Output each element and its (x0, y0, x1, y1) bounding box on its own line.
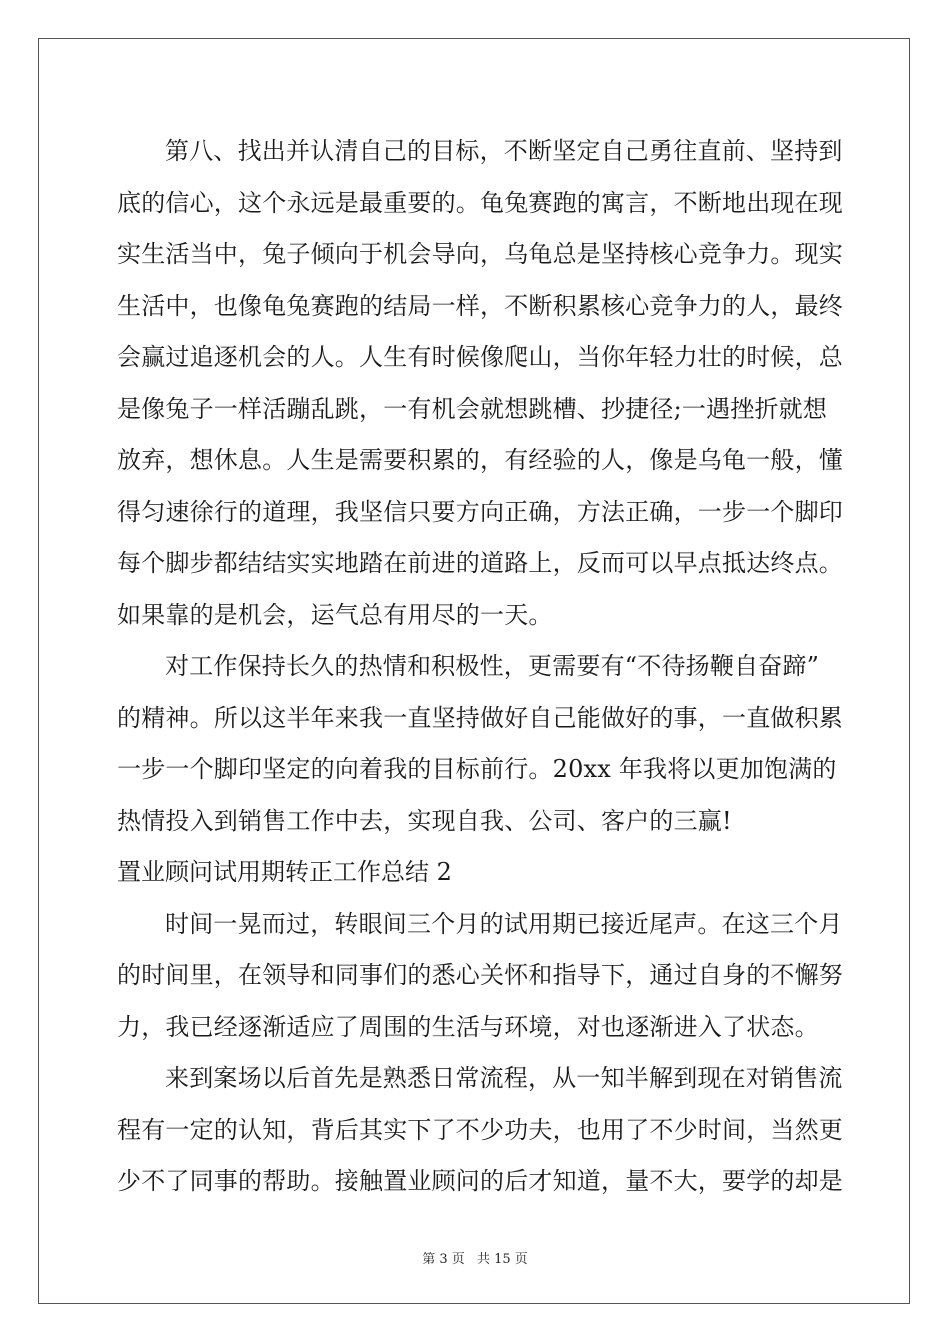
text-line: 第八、找出并认清自己的目标，不断坚定自己勇往直前、坚持到 (165, 137, 843, 165)
paragraph-1 (117, 126, 843, 641)
text-line: 每个脚步都结结实实地踏在前进的道路上，反而可以早点抵达终点。 (117, 549, 843, 577)
text-line: 是像兔子一样活蹦乱跳，一有机会就想跳槽、抄捷径;一遇挫折就想 (117, 394, 828, 423)
page-total: 共 15 页 (476, 1252, 528, 1267)
text-line: 对工作保持长久的热情和积极性，更需要有“不待扬鞭自奋蹄” (165, 652, 820, 680)
text-line: 力，我已经逐渐适应了周围的生活与环境，对也逐渐进入了状态。 (117, 1012, 819, 1041)
text-line: 的精神。所以这半年来我一直坚持做好自己能做好的事，一直做积累 (117, 703, 843, 732)
text-line: 底的信心，这个永远是最重要的。龟兔赛跑的寓言，不断地出现在现 (117, 188, 843, 217)
text-line: 生活中，也像龟兔赛跑的结局一样，不断积累核心竞争力的人，最终 (117, 291, 843, 320)
text-line: 得匀速徐行的道理，我坚信只要方向正确，方法正确，一步一个脚印 (117, 497, 843, 526)
paragraph-3 (117, 899, 843, 1054)
page-number: 第 3 页 (422, 1252, 465, 1267)
paragraph-4 (117, 1053, 843, 1208)
text-line: 如果靠的是机会，运气总有用尽的一天。 (117, 600, 553, 629)
heading-text: 置业顾问试用期转正工作总结 2 (117, 858, 452, 886)
section-heading (117, 847, 835, 899)
text-line: 少不了同事的帮助。接触置业顾问的后才知道，量不大，要学的却是 (117, 1167, 843, 1195)
document-body (117, 126, 843, 1208)
text-line: 实生活当中，兔子倾向于机会导向，乌龟总是坚持核心竞争力。现实 (117, 240, 843, 268)
text-line: 时间一晃而过，转眼间三个月的试用期已接近尾声。在这三个月 (165, 909, 843, 938)
paragraph-2 (117, 641, 843, 847)
text-line: 放弃，想休息。人生是需要积累的，有经验的人，像是乌龟一般，懂 (117, 446, 843, 474)
text-line: 程有一定的认知，背后其实下了不少功夫，也用了不少时间，当然更 (117, 1115, 843, 1144)
text-line: 会赢过追逐机会的人。人生有时候像爬山，当你年轻力壮的时候，总 (117, 343, 843, 371)
text-line: 热情投入到销售工作中去，实现自我、公司、客户的三赢! (117, 806, 732, 835)
text-line: 的时间里，在领导和同事们的悉心关怀和指导下，通过自身的不懈努 (117, 961, 843, 989)
text-line: 一步一个脚印坚定的向着我的目标前行。20xx 年我将以更加饱满的 (117, 755, 837, 783)
page-footer (0, 1248, 950, 1267)
text-line: 来到案场以后首先是熟悉日常流程，从一知半解到现在对销售流 (165, 1064, 843, 1092)
